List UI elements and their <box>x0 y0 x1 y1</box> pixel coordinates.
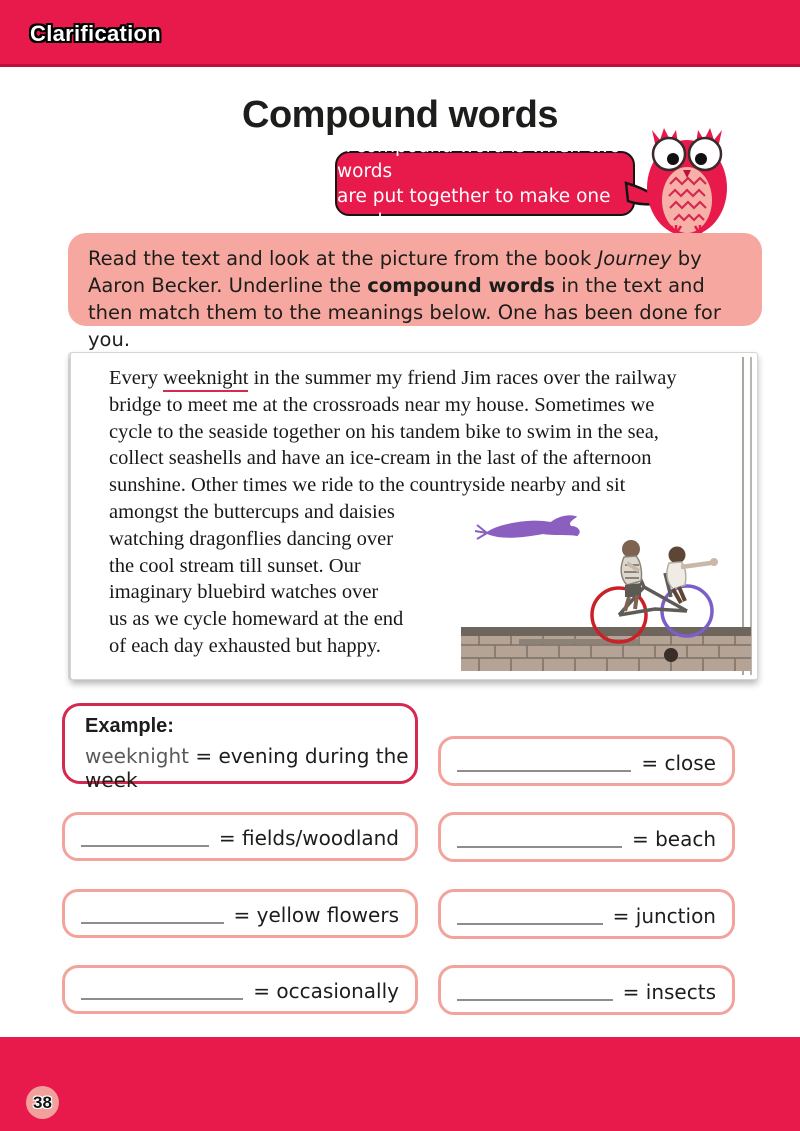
example-label: Example: <box>85 715 174 737</box>
match-box-insects <box>438 965 735 1015</box>
match-box-junction <box>438 889 735 939</box>
passage-line: Every <box>109 367 164 389</box>
answer-blank[interactable] <box>81 912 224 924</box>
passage-line: watching dragonflies dancing over <box>109 527 394 550</box>
passage-line: imaginary bluebird watches over <box>109 581 379 604</box>
match-label: = yellow flowers <box>233 903 399 927</box>
match-box-close <box>438 736 735 786</box>
match-label: = junction <box>612 904 716 928</box>
passage-line: amongst the buttercups and daisies <box>109 500 395 523</box>
answer-blank[interactable] <box>457 913 603 925</box>
match-label: = close <box>641 751 716 775</box>
section-tag: Clarification <box>30 21 162 46</box>
passage-line: of each day exhausted but happy. <box>109 634 381 657</box>
tandem-bike-illustration <box>459 505 753 673</box>
answer-blank[interactable] <box>457 989 613 1001</box>
passage-line: bridge to meet me at the crossroads near my house. Sometimes we <box>109 393 655 416</box>
underlined-compound-word: weeknight <box>163 367 248 392</box>
match-label: = insects <box>622 980 716 1004</box>
match-box-occasionally <box>62 965 418 1014</box>
passage-line: cycle to the seaside together on his tandem bike to swim in the sea, <box>109 420 659 443</box>
answer-blank[interactable] <box>457 836 622 848</box>
instructions-text-2: by Aaron Becker. Underline the <box>88 247 702 297</box>
passage-line: in the summer my friend Jim races over the railway <box>248 367 677 389</box>
instructions-keyword: compound words <box>367 274 556 297</box>
example-box <box>62 703 418 792</box>
answer-blank[interactable] <box>81 988 243 1000</box>
answer-blank[interactable] <box>81 835 209 847</box>
owl-icon <box>638 126 736 238</box>
example-meaning: = evening during the week <box>85 744 409 792</box>
reading-passage <box>70 352 758 680</box>
bottom-banner <box>0 1037 800 1131</box>
passage-line: collect seashells and have an ice-cream in the last of the afternoon <box>109 447 652 470</box>
rear-rider <box>667 547 718 604</box>
passage-line: sunshine. Other times we ride to the countryside nearby and sit <box>109 474 626 497</box>
stone-wall <box>461 627 751 671</box>
match-label: = occasionally <box>253 979 399 1003</box>
answer-blank[interactable] <box>457 760 631 772</box>
instructions-text-3: in the text and then match them to the meanings below. One has been done for you. <box>88 274 721 351</box>
speech-bubble-line1: A compound word is when two words <box>337 135 621 182</box>
bird-icon <box>475 516 579 539</box>
page-number-badge: 38 <box>26 1086 59 1119</box>
match-label: = fields/woodland <box>218 826 399 850</box>
speech-bubble <box>335 135 635 232</box>
match-box-yellow-flowers <box>62 889 418 938</box>
tandem-bike <box>592 540 718 642</box>
book-title: Journey <box>597 247 672 270</box>
instructions-text-1: Read the text and look at the picture from the book <box>88 247 598 270</box>
match-box-beach <box>438 812 735 862</box>
instructions-box <box>68 233 762 351</box>
passage-line: the cool stream till sunset. Our <box>109 554 361 577</box>
page-title: Compound words <box>242 94 558 136</box>
match-label: = beach <box>631 827 716 851</box>
example-answer-word: weeknight <box>85 744 189 768</box>
passage-line: us as we cycle homeward at the end <box>109 608 404 631</box>
speech-bubble-line2: are put together to make one word. <box>337 185 611 232</box>
match-box-fields-woodland <box>62 812 418 861</box>
